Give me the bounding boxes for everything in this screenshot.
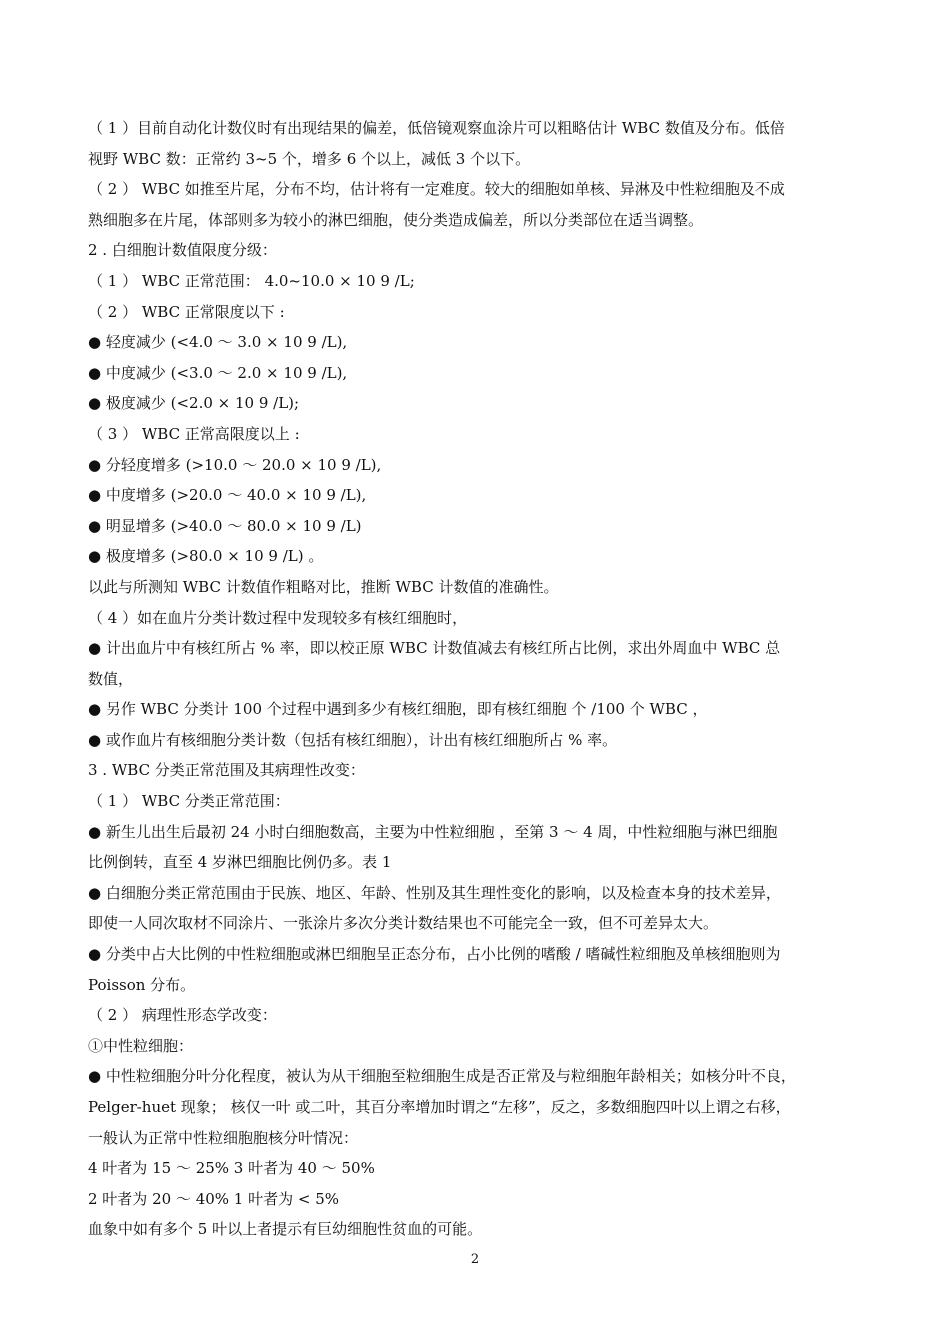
text-line: 2 . 白细胞计数值限度分级： (88, 241, 277, 260)
text-line: ● 新生儿出生后最初 24 小时白细胞数高，主要为中性粒细胞 ，至第 3 ～ 4 周，中性粒细胞与淋巴细胞 (88, 822, 778, 841)
document-body (88, 113, 868, 1245)
text-line: 即使一人同次取材不同涂片、一张涂片多次分类计数结果也不可能完全一致，但不可差异太大。 (88, 914, 719, 933)
text-line: 视野 WBC 数：正常约 3~5 个，增多 6 个以上，减低 3 个以下。 (88, 149, 531, 168)
text-line: ● 计出血片中有核红所占 % 率，即以校正原 WBC 计数值减去有核红所占比例，求出外周血中 WBC 总 (88, 639, 781, 658)
text-line: ● 分类中占大比例的中性粒细胞或淋巴细胞呈正态分布，占小比例的嗜酸 / 嗜碱性粒细胞及单核细胞则为 (88, 945, 781, 964)
text-line: 比例倒转，直至 4 岁淋巴细胞比例仍多。表 1 (88, 853, 392, 872)
text-line: ● 白细胞分类正常范围由于民族、地区、年龄、性别及其生理性变化的影响，以及检查本身的技术差异， (88, 883, 781, 902)
text-line: （ 2 ） WBC 正常限度以下 : (88, 302, 285, 321)
text-line: Pelger-huet 现象； 核仅一叶 或二叶，其百分率增加时谓之“左移”，反之，多数细胞四叶以上谓之右移， (88, 1098, 791, 1116)
text-line: ● 明显增多 (>40.0 ～ 80.0 × 10 9 /L) (88, 516, 362, 535)
text-line: ● 中度减少 (<3.0 ～ 2.0 × 10 9 /L), (88, 363, 348, 382)
text-line: ● 另作 WBC 分类计 100 个过程中遇到多少有核红细胞，即有核红细胞 个 /100 个 WBC ， (88, 700, 708, 719)
text-line: 4 叶者为 15 ～ 25% 3 叶者为 40 ～ 50% (88, 1159, 375, 1178)
text-line: （ 4 ）如在血片分类计数过程中发现较多有核红细胞时， (88, 608, 468, 627)
text-line: （ 1 ） WBC 正常范围： 4.0~10.0 × 10 9 /L; (88, 271, 415, 290)
text-line: ● 极度增多 (>80.0 × 10 9 /L) 。 (88, 547, 324, 566)
text-line: ● 轻度减少 (<4.0 ～ 3.0 × 10 9 /L), (88, 333, 348, 352)
text-line: Poisson 分布。 (88, 975, 196, 994)
text-line: ● 中性粒细胞分叶分化程度，被认为从干细胞至粒细胞生成是否正常及与粒细胞年龄相关；如核分叶不良， (88, 1067, 796, 1086)
text-line: ①中性粒细胞： (88, 1036, 194, 1055)
text-line: ● 极度减少 (<2.0 × 10 9 /L); (88, 394, 300, 413)
text-line: 以此与所测知 WBC 计数值作粗略对比，推断 WBC 计数值的准确性。 (88, 577, 559, 596)
text-line: （ 3 ） WBC 正常高限度以上 : (88, 424, 300, 443)
text-line: （ 2 ） WBC 如推至片尾，分布不均，估计将有一定难度。较大的细胞如单核、异淋及中性粒细胞及不成 (88, 180, 785, 199)
text-line: 一般认为正常中性粒细胞胞核分叶情况： (88, 1128, 359, 1147)
text-line: ● 中度增多 (>20.0 ～ 40.0 × 10 9 /L), (88, 486, 367, 505)
text-line: 2 叶者为 20 ～ 40% 1 叶者为 < 5% (88, 1189, 340, 1208)
text-line: （ 1 ） WBC 分类正常范围： (88, 792, 290, 811)
text-line: （ 2 ） 病理性形态学改变： (88, 1006, 277, 1025)
page-number: 2 (470, 1252, 480, 1267)
text-line: 数值， (88, 669, 134, 688)
text-line: ● 或作血片有核细胞分类计数（包括有核红细胞），计出有核红细胞所占 % 率。 (88, 730, 618, 749)
text-line: 血象中如有多个 5 叶以上者提示有巨幼细胞性贫血的可能。 (88, 1220, 483, 1239)
text-line: 3 . WBC 分类正常范围及其病理性改变： (88, 761, 365, 780)
text-line: ● 分轻度增多 (>10.0 ～ 20.0 × 10 9 /L), (88, 455, 382, 474)
text-line: （ 1 ）目前自动化计数仪时有出现结果的偏差，低倍镜观察血涂片可以粗略估计 WBC 数值及分布。低倍 (88, 119, 785, 137)
text-line: 熟细胞多在片尾，体部则多为较小的淋巴细胞，使分类造成偏差，所以分类部位在适当调整。 (88, 210, 704, 229)
